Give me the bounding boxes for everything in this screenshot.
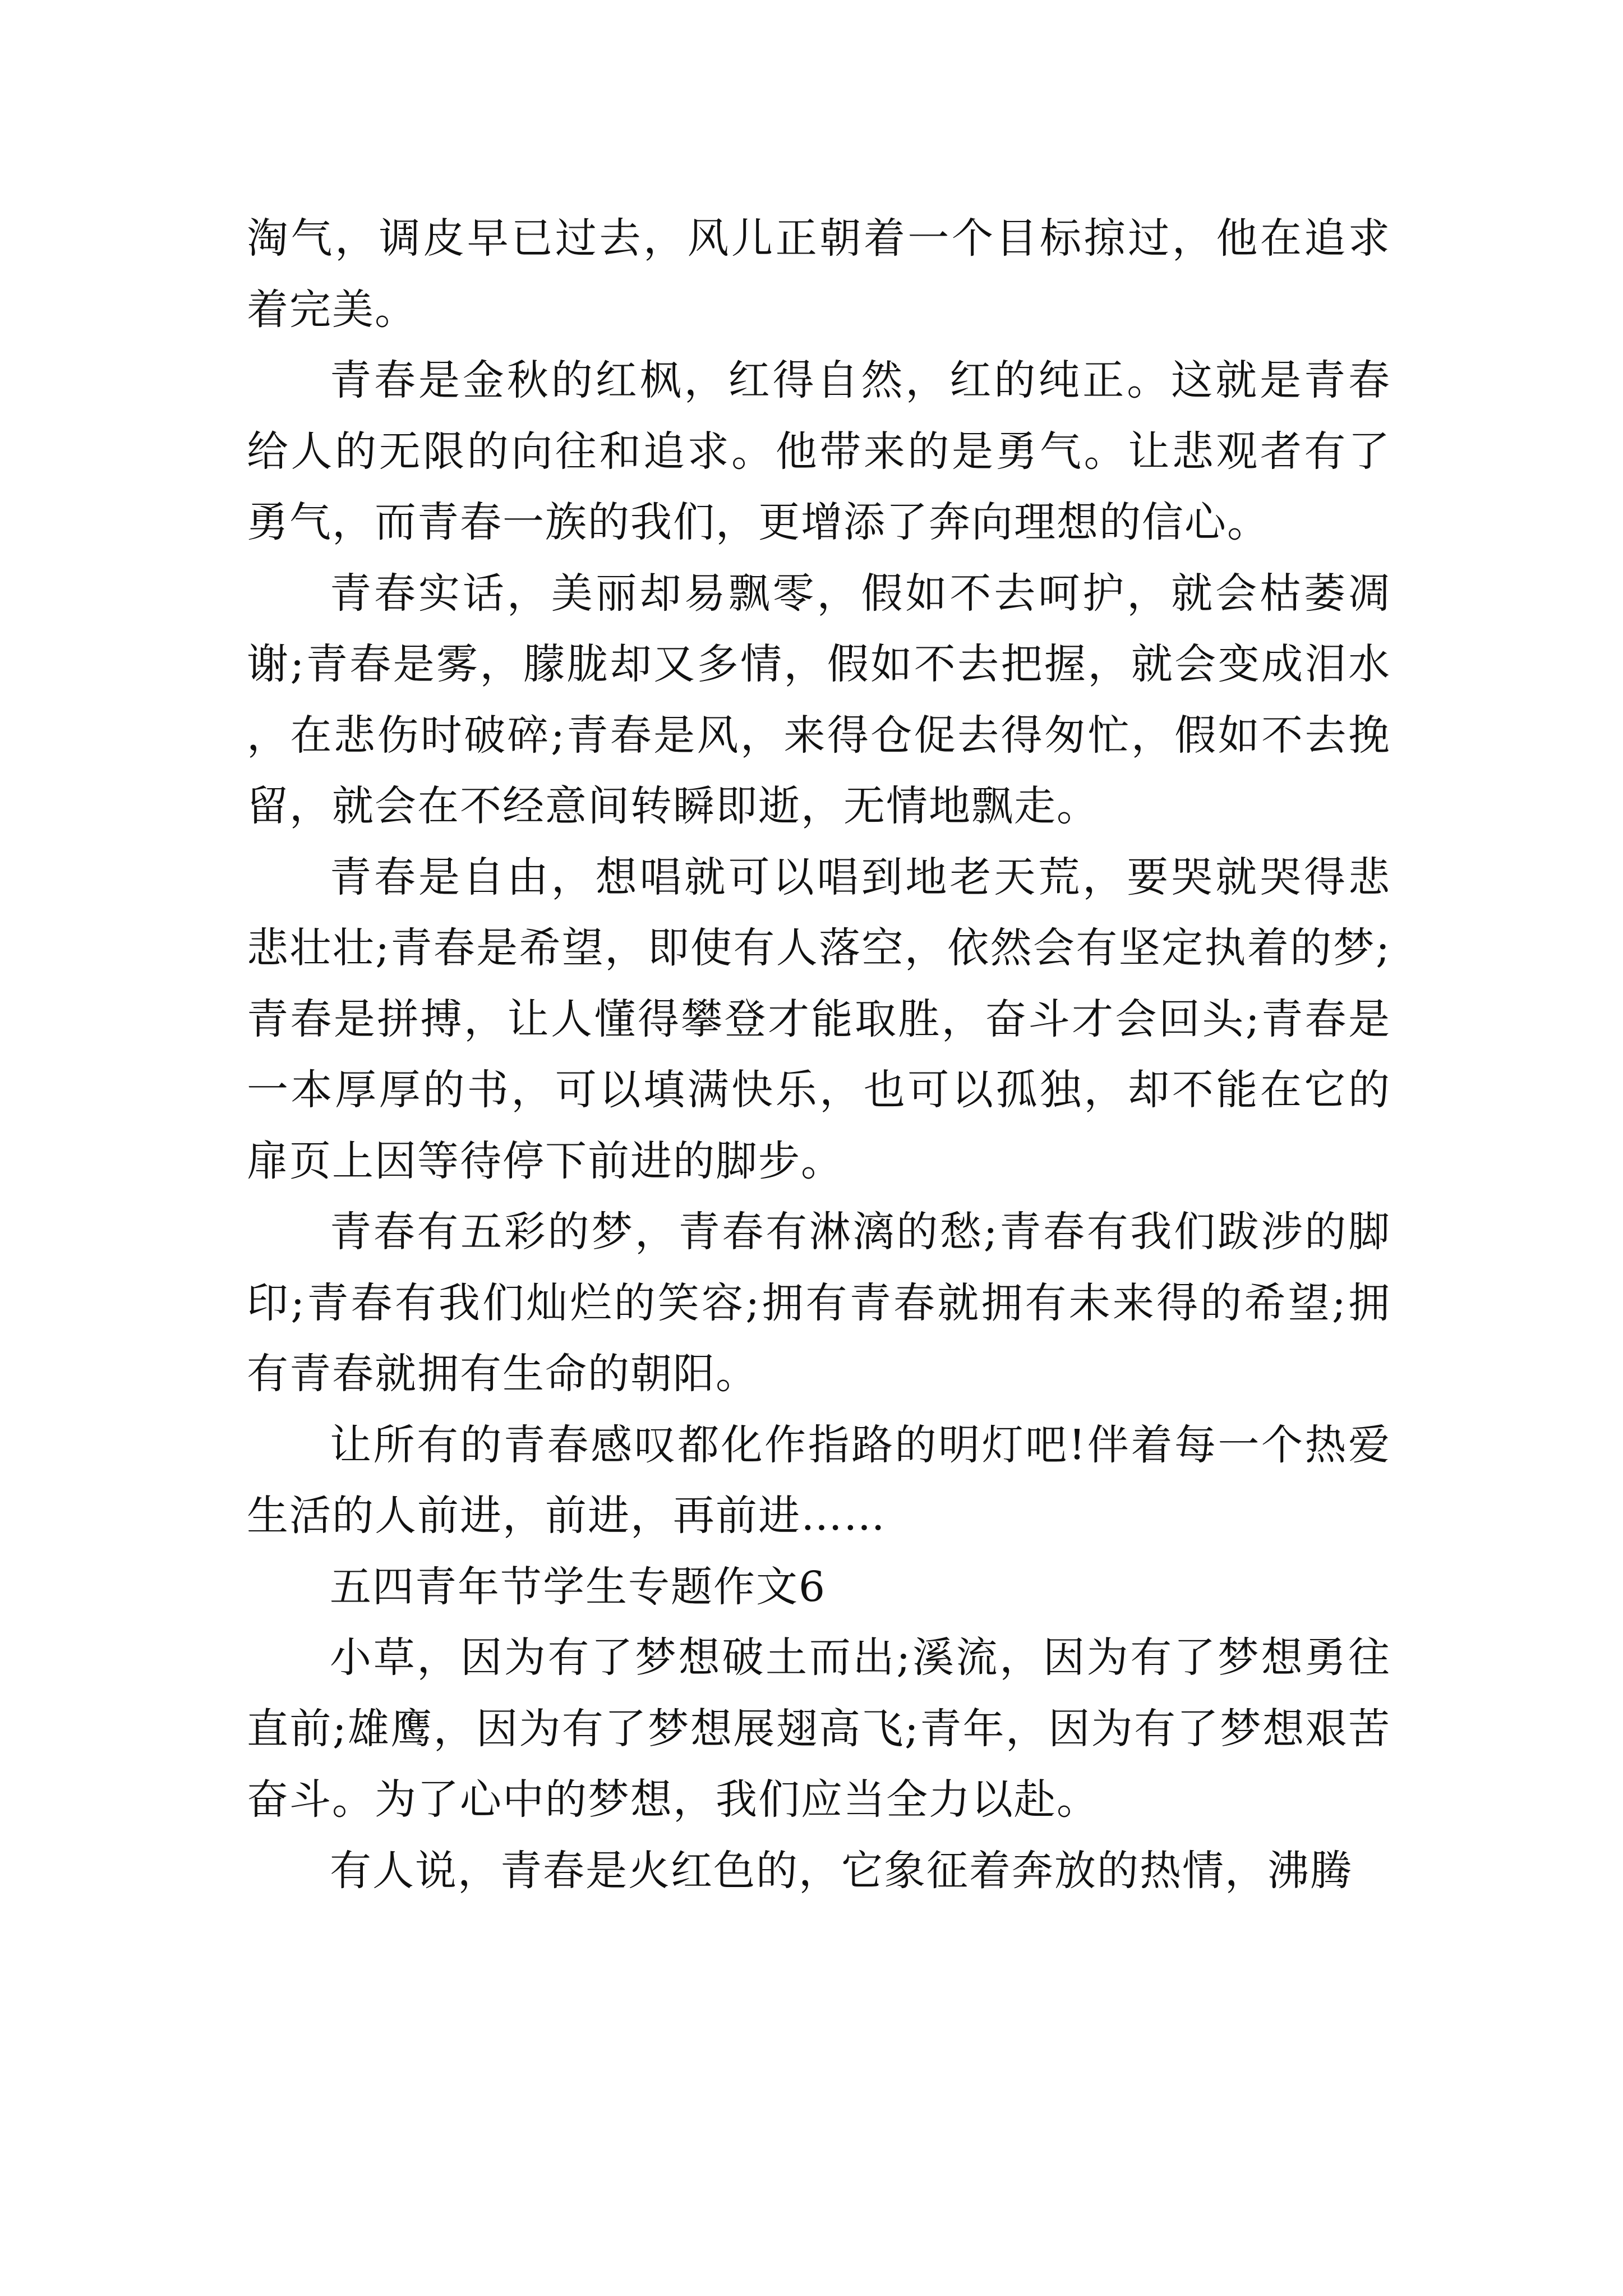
paragraph: 小草，因为有了梦想破土而出;溪流，因为有了梦想勇往直前;雄鹰，因为有了梦想展翅高飞;青年，因为有了梦想艰苦奋斗。为了心中的梦想，我们应当全力以赴。 <box>247 1634 1391 1824</box>
paragraph: 让所有的青春感叹都化作指路的明灯吧!伴着每一个热爱生活的人前进，前进，再前进…… <box>247 1420 1391 1540</box>
section-heading: 五四青年节学生专题作文6 <box>330 1562 827 1611</box>
paragraph: 淘气，调皮早已过去，风儿正朝着一个目标掠过，他在追求着完美。 <box>247 214 1391 334</box>
paragraph: 青春是金秋的红枫，红得自然，红的纯正。这就是青春给人的无限的向往和追求。他带来的是勇气。让悲观者有了勇气，而青春一族的我们，更增添了奔向理想的信心。 <box>247 356 1391 546</box>
paragraph: 青春是自由，想唱就可以唱到地老天荒，要哭就哭得悲悲壮壮;青春是希望，即使有人落空，依然会有坚定执着的梦;青春是拼搏，让人懂得攀登才能取胜，奋斗才会回头;青春是一本厚厚的书，可以填满快乐，也可以孤独，却不能在它的扉页上因等待停下前进的脚步。 <box>247 853 1391 1185</box>
paragraph: 有人说，青春是火红色的，它象征着奔放的热情，沸腾 <box>330 1846 1353 1895</box>
document-body <box>247 203 1391 1906</box>
paragraph: 青春实话，美丽却易飘零，假如不去呵护，就会枯萎凋谢;青春是雾，朦胧却又多情，假如不去把握，就会变成泪水，在悲伤时破碎;青春是风，来得仓促去得匆忙，假如不去挽留，就会在不经意间转瞬即逝，无情地飘走。 <box>247 569 1391 830</box>
paragraph: 青春有五彩的梦，青春有淋漓的愁;青春有我们跋涉的脚印;青春有我们灿烂的笑容;拥有青春就拥有未来得的希望;拥有青春就拥有生命的朝阳。 <box>247 1208 1391 1398</box>
